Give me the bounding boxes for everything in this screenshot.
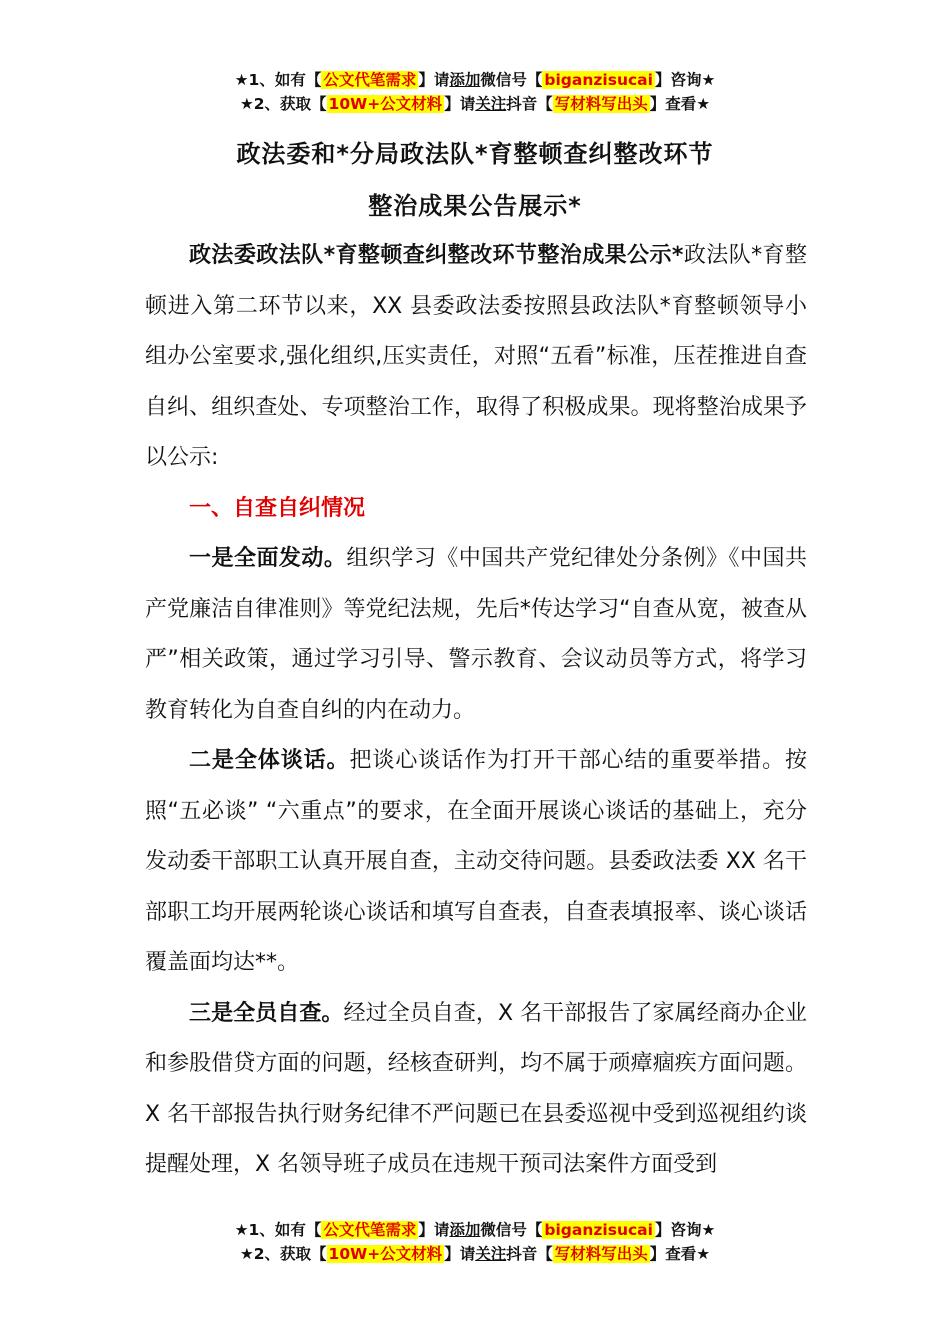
banner-underline: 添加: [449, 1221, 481, 1239]
banner-line-1: [0, 68, 950, 92]
banner-line-2: [0, 92, 950, 116]
section-heading: 一、自查自纠情况: [189, 495, 366, 521]
section-item-1: [145, 534, 807, 736]
item-lead: 三是全员自查。: [189, 1000, 344, 1026]
banner-line-1: [0, 1218, 950, 1242]
banner-highlight: 10W+公文材料: [328, 95, 443, 113]
banner-underline: 关注: [475, 95, 507, 113]
intro-lead: 政法委政法队*育整顿查纠整改环节整治成果公示*: [189, 243, 684, 268]
banner-text: 抖音【: [506, 95, 553, 113]
banner-text: 】查看★: [649, 95, 711, 113]
banner-highlight: biganzisucai: [544, 71, 653, 89]
document-title-line-1: 政法委和*分局政法队*育整顿查纠整改环节: [236, 140, 714, 168]
banner-line-2: [0, 1242, 950, 1266]
intro-paragraph: [145, 231, 807, 484]
banner-text: 微信号【: [480, 71, 543, 89]
document-title-line-2: 整治成果公告展示*: [368, 192, 582, 220]
banner-text: 】请: [444, 95, 476, 113]
section-item-3: [145, 989, 807, 1191]
banner-highlight: 公文代笔需求: [323, 71, 417, 89]
banner-text: 】咨询★: [654, 1221, 716, 1239]
banner-highlight: 10W+公文材料: [328, 1245, 443, 1263]
item-lead: 一是全面发动。: [189, 546, 347, 571]
item-lead: 二是全体谈话。: [189, 748, 350, 773]
item-text: 组织学习《中国共产党纪律处分条例》《中国共产党廉洁自律准则》等党纪法规，先后*传达学习“自查从宽，被查从严”相关政策，通过学习引导、警示教育、会议动员等方式，将学习教育转化为自查自纠的内在动力。: [145, 546, 807, 723]
intro-text: 政法队*育整顿进入第二环节以来，XX 县委政法委按照县政法队*育整顿领导小组办公室要求,强化组织,压实责任，对照“五看”标准，压茬推进自查自纠、组织查处、专项整治工作，取得了积极成果。现将整治成果予以公示:: [145, 243, 807, 470]
footer-banner: [0, 1218, 950, 1266]
banner-text: ★1、如有【: [234, 1221, 322, 1239]
banner-text: 】请: [418, 71, 450, 89]
banner-text: 】查看★: [649, 1245, 711, 1263]
document-body: [145, 231, 807, 1191]
banner-highlight: biganzisucai: [544, 1221, 653, 1239]
banner-underline: 关注: [475, 1245, 507, 1263]
banner-text: ★2、获取【: [239, 1245, 327, 1263]
banner-highlight: 写材料写出头: [554, 1245, 648, 1263]
banner-text: 】请: [444, 1245, 476, 1263]
banner-text: 微信号【: [480, 1221, 543, 1239]
banner-text: 】咨询★: [654, 71, 716, 89]
banner-text: 抖音【: [506, 1245, 553, 1263]
banner-underline: 添加: [449, 71, 481, 89]
item-text: 经过全员自查，X 名干部报告了家属经商办企业和参股借贷方面的问题，经核查研判，均不属于顽瘴痼疾方面问题。X 名干部报告执行财务纪律不严问题已在县委巡视中受到巡视组约谈提醒处理，X 名领导班子成员在违规干预司法案件方面受到: [145, 1000, 807, 1177]
banner-text: 】请: [418, 1221, 450, 1239]
banner-highlight: 写材料写出头: [554, 95, 648, 113]
banner-highlight: 公文代笔需求: [323, 1221, 417, 1239]
item-text: 把谈心谈话作为打开干部心结的重要举措。按照“五必谈” “六重点”的要求，在全面开展谈心谈话的基础上，充分发动委干部职工认真开展自查，主动交待问题。县委政法委 XX 名干部职工均开展两轮谈心谈话和填写自查表，自查表填报率、谈心谈话覆盖面均达**。: [145, 748, 807, 975]
banner-text: ★2、获取【: [239, 95, 327, 113]
banner-text: ★1、如有【: [234, 71, 322, 89]
header-banner: [0, 68, 950, 116]
section-item-2: [145, 736, 807, 989]
